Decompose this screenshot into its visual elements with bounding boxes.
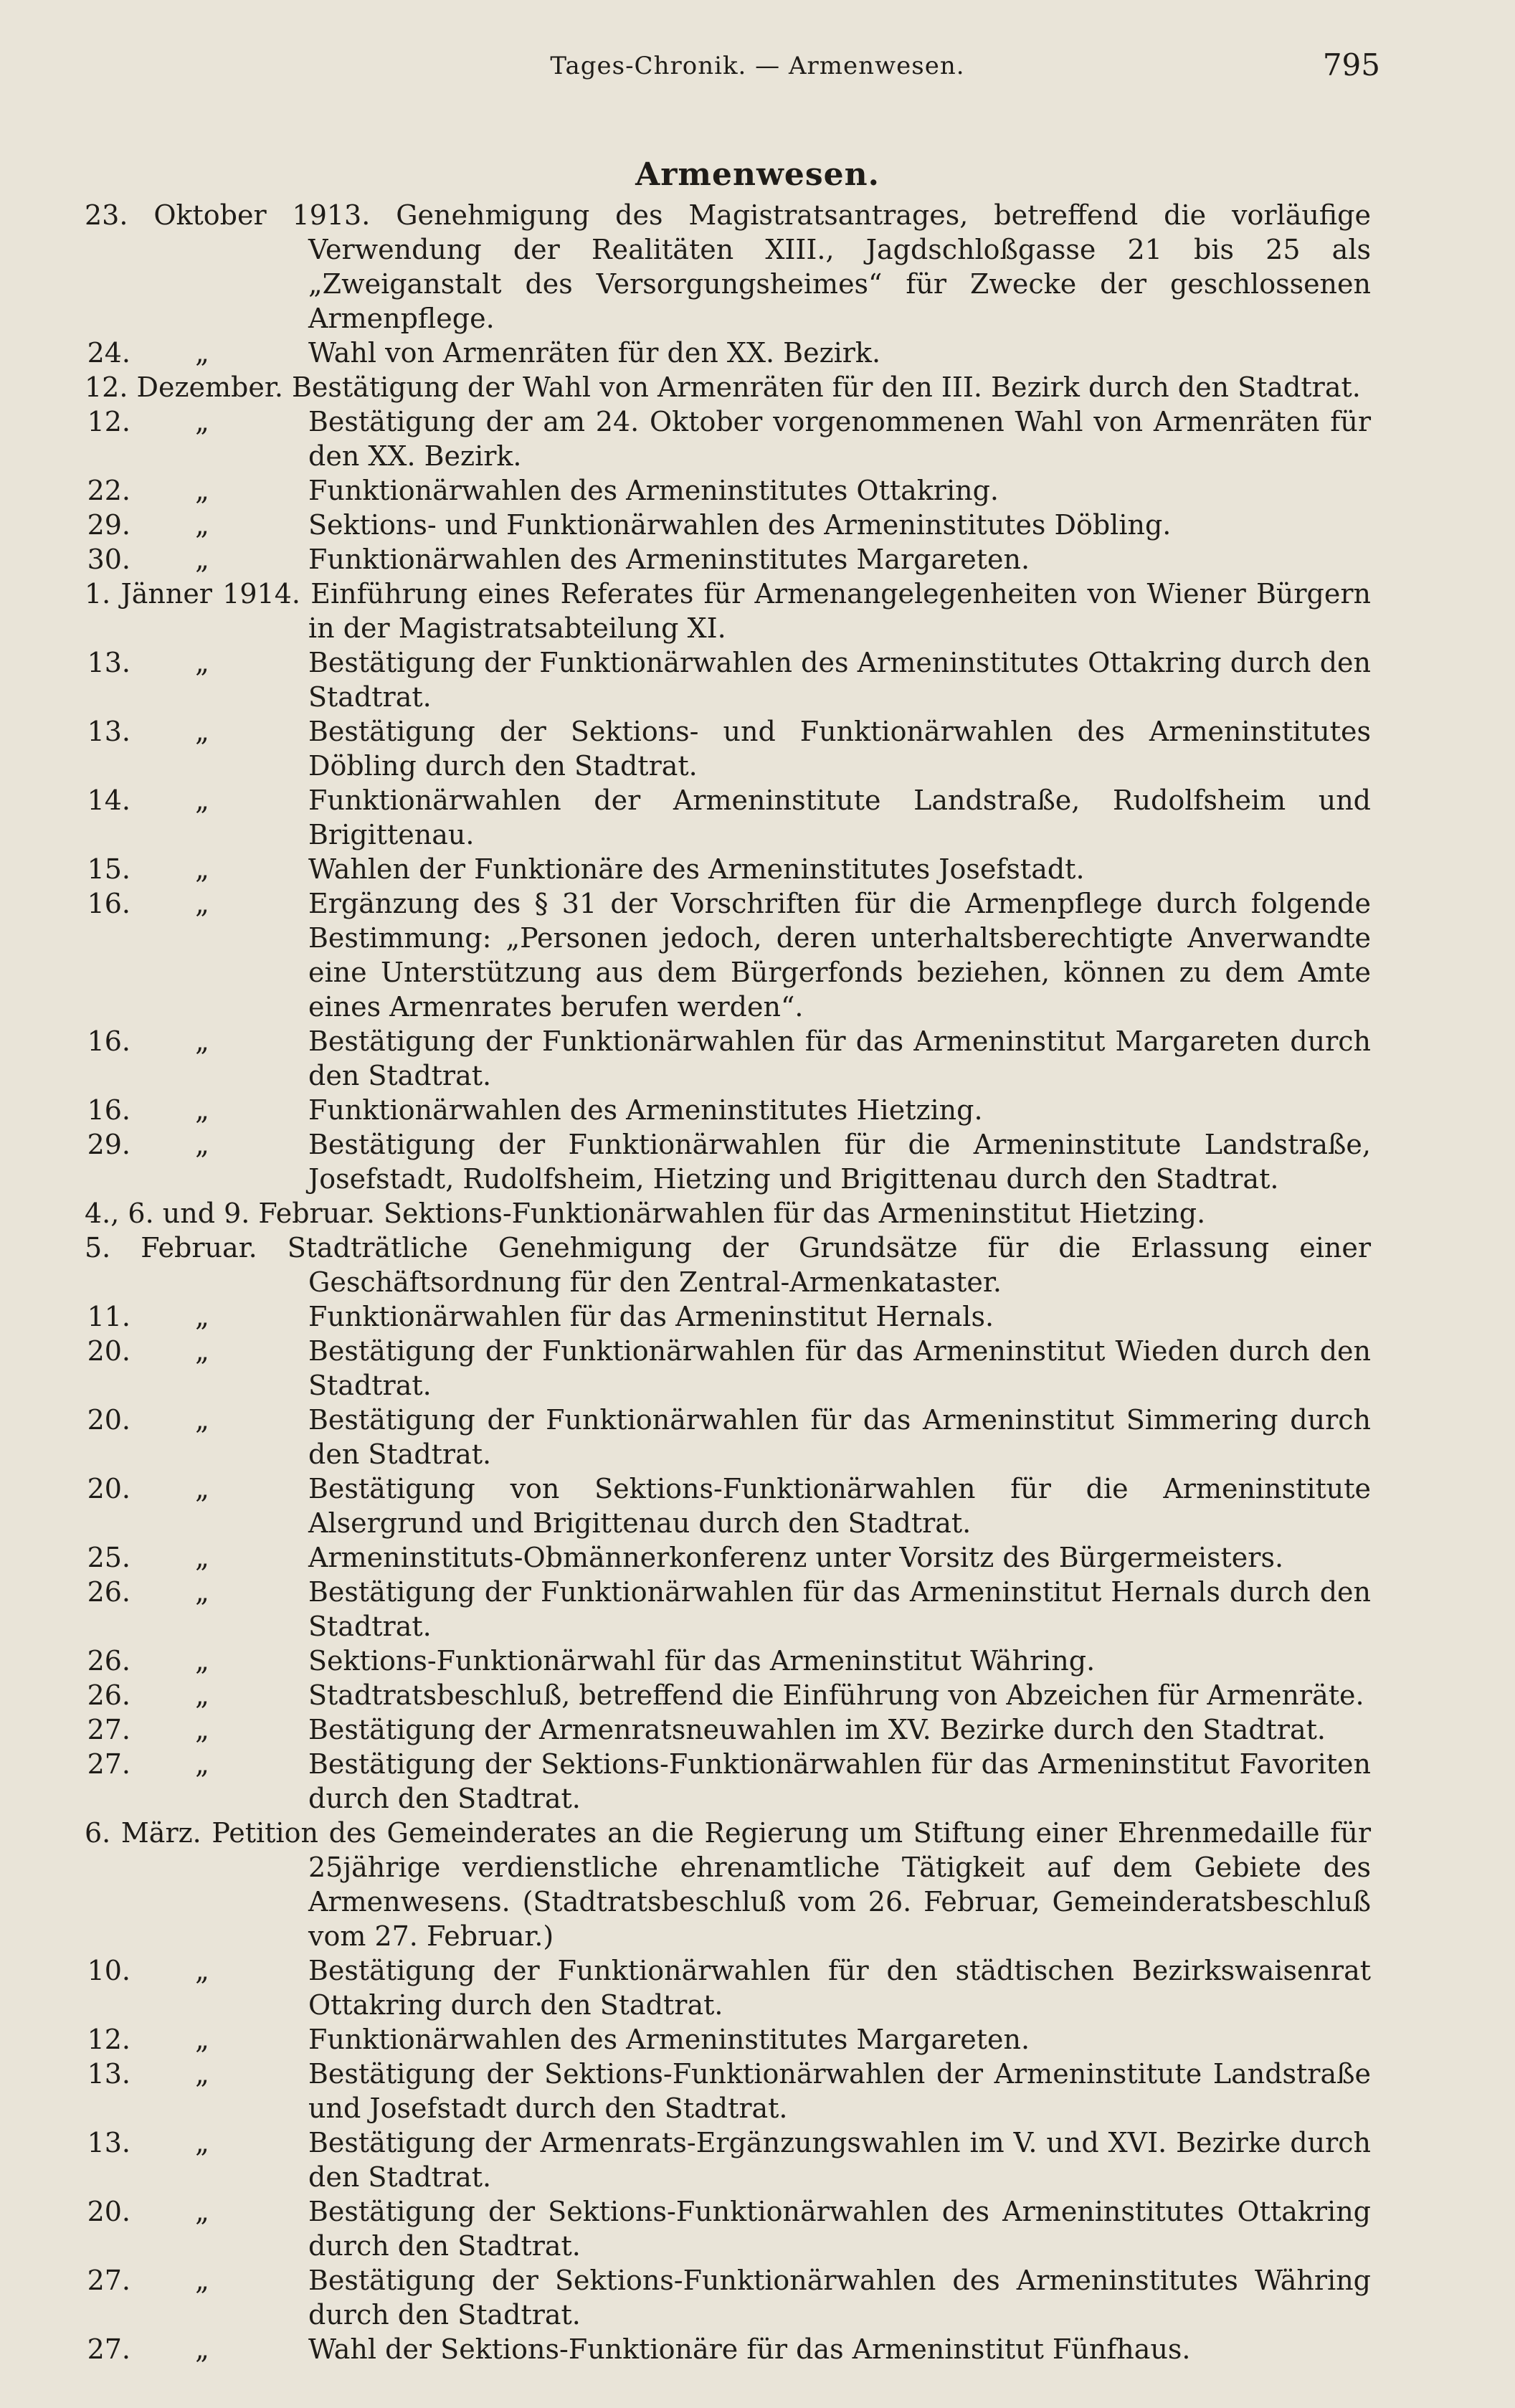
section-heading: Armenwesen. xyxy=(635,156,880,193)
entry-text: Sektions-Funktionärwahlen für das Armeninstitut Hietzing. xyxy=(384,1198,1206,1229)
entry-day: 13. xyxy=(87,2127,130,2158)
entry-text: Bestätigung der Funktionärwahlen für das Armeninstitut Margareten durch den Stadtrat. xyxy=(308,1025,1371,1091)
ditto-mark: „ xyxy=(195,1542,209,1573)
entry-text: Wahlen der Funktionäre des Armeninstitutes Josefstadt. xyxy=(308,853,1085,885)
chronicle-entry xyxy=(0,1299,1371,1334)
entry-date: 23. Oktober 1913. xyxy=(85,199,371,231)
entry-text: Bestätigung der Sektions-Funktionärwahlen der Armeninstitute Landstraße und Josefstadt durch den Stadtrat. xyxy=(308,2058,1371,2124)
entry-text: Bestätigung der Funktionärwahlen des Armeninstitutes Ottakring durch den Stadtrat. xyxy=(308,647,1371,713)
chronicle-entry xyxy=(0,1127,1371,1196)
chronicle-entry xyxy=(0,852,1371,886)
ditto-mark: „ xyxy=(195,2127,209,2158)
entry-day: 27. xyxy=(87,2333,130,2365)
ditto-mark: „ xyxy=(195,1748,209,1780)
chronicle-entry xyxy=(0,2332,1371,2366)
chronicle-entry xyxy=(0,1644,1371,1678)
entry-day: 20. xyxy=(87,2196,130,2227)
ditto-mark: „ xyxy=(195,716,209,747)
entry-text: Petition des Gemeinderates an die Regierung um Stiftung einer Ehrenmedaille für 25jährige verdienstliche ehrenamtliche Tätigkeit auf dem Gebiete des Armenwesens. (Stadtratsbeschluß vom 26. Februar, Gemeinderatsbeschluß vom 27. Februar.) xyxy=(212,1817,1371,1952)
entry-text: Funktionärwahlen der Armeninstitute Landstraße, Rudolfsheim und Brigittenau. xyxy=(308,785,1371,850)
entry-text: Bestätigung der Sektions-Funktionärwahlen für das Armeninstitut Favoriten durch den Stadtrat. xyxy=(308,1748,1371,1814)
entry-text: Stadträtliche Genehmigung der Grundsätze für die Erlassung einer Geschäftsordnung für den Zentral-Armenkataster. xyxy=(287,1232,1371,1298)
chronicle-entry xyxy=(0,2057,1371,2125)
entry-text: Einführung eines Referates für Armenangelegenheiten von Wiener Bürgern in der Magistratsabteilung XI. xyxy=(308,578,1371,644)
entry-text: Bestätigung der Sektions- und Funktionärwahlen des Armeninstitutes Döbling durch den Stadtrat. xyxy=(308,716,1371,782)
entry-day: 27. xyxy=(87,2265,130,2296)
ditto-mark: „ xyxy=(195,1404,209,1436)
entry-day: 12. xyxy=(87,406,130,437)
entry-day: 29. xyxy=(87,1129,130,1160)
ditto-mark: „ xyxy=(195,1576,209,1608)
entry-day: 12. xyxy=(87,2024,130,2055)
ditto-mark: „ xyxy=(195,1955,209,1986)
entry-text: Bestätigung der Sektions-Funktionärwahlen des Armeninstitutes Währing durch den Stadtrat. xyxy=(308,2265,1371,2331)
entry-day: 27. xyxy=(87,1748,130,1780)
chronicle-entry xyxy=(0,1231,1371,1299)
ditto-mark: „ xyxy=(195,1335,209,1367)
entry-day: 27. xyxy=(87,1714,130,1745)
ditto-mark: „ xyxy=(195,1473,209,1504)
entry-text: Bestätigung der Wahl von Armenräten für den III. Bezirk durch den Stadtrat. xyxy=(292,371,1361,403)
entry-day: 26. xyxy=(87,1645,130,1677)
entry-text: Sektions- und Funktionärwahlen des Armeninstitutes Döbling. xyxy=(308,509,1172,541)
chronicle-entry xyxy=(0,2022,1371,2057)
chronicle-entry xyxy=(0,198,1371,336)
chronicle-entry xyxy=(0,2125,1371,2194)
chronicle-entry xyxy=(0,1024,1371,1093)
entry-day: 26. xyxy=(87,1679,130,1711)
entry-day: 20. xyxy=(87,1404,130,1436)
ditto-mark: „ xyxy=(195,2196,209,2227)
running-head xyxy=(0,47,1515,87)
entry-text: Wahl von Armenräten für den XX. Bezirk. xyxy=(308,337,881,369)
ditto-mark: „ xyxy=(195,1301,209,1332)
entry-text: Bestätigung der Funktionärwahlen für die Armeninstitute Landstraße, Josefstadt, Rudolfsheim, Hietzing und Brigittenau durch den Stadtrat. xyxy=(308,1129,1371,1195)
ditto-mark: „ xyxy=(195,337,209,369)
entry-day: 16. xyxy=(87,1094,130,1126)
entry-day: 13. xyxy=(87,716,130,747)
chronicle-entry xyxy=(0,473,1371,508)
chronicle-entry xyxy=(0,1712,1371,1747)
entry-text: Genehmigung des Magistratsantrages, betreffend die vorläufige Verwendung der Realitäten XIII., Jagdschloßgasse 21 bis 25 als „Zweiganstalt des Versorgungsheimes“ für Zwecke der geschlossenen Armenpflege. xyxy=(308,199,1371,334)
entry-text: Stadtratsbeschluß, betreffend die Einführung von Abzeichen für Armenräte. xyxy=(308,1679,1364,1711)
ditto-mark: „ xyxy=(195,1094,209,1126)
chronicle-entry xyxy=(0,2263,1371,2332)
chronicle-entry xyxy=(0,336,1371,370)
page-number: 795 xyxy=(1322,47,1380,82)
chronicle-entry xyxy=(0,404,1371,473)
chronicle-entry xyxy=(0,370,1371,404)
ditto-mark: „ xyxy=(195,1129,209,1160)
entry-text: Bestätigung der Funktionärwahlen für das Armeninstitut Hernals durch den Stadtrat. xyxy=(308,1576,1371,1642)
ditto-mark: „ xyxy=(195,544,209,575)
chronicle-entry xyxy=(0,1953,1371,2022)
entry-date: 6. März. xyxy=(85,1817,201,1849)
ditto-mark: „ xyxy=(195,475,209,506)
entry-day: 13. xyxy=(87,2058,130,2090)
chronicle-entry xyxy=(0,1747,1371,1816)
entry-text: Funktionärwahlen des Armeninstitutes Margareten. xyxy=(308,544,1030,575)
chronicle-entry xyxy=(0,1678,1371,1712)
chronicle-entry xyxy=(0,1471,1371,1540)
entry-date: 5. Februar. xyxy=(85,1232,257,1264)
entry-text: Wahl der Sektions-Funktionäre für das Armeninstitut Fünfhaus. xyxy=(308,2333,1191,2365)
ditto-mark: „ xyxy=(195,2058,209,2090)
ditto-mark: „ xyxy=(195,2265,209,2296)
entry-day: 26. xyxy=(87,1576,130,1608)
chronicle-entry xyxy=(0,577,1371,645)
entry-date: 4., 6. und 9. Februar. xyxy=(85,1198,375,1229)
chronicle-entries xyxy=(0,198,1515,2366)
ditto-mark: „ xyxy=(195,647,209,678)
chronicle-entry xyxy=(0,1816,1371,1953)
entry-day: 14. xyxy=(87,785,130,816)
entry-text: Bestätigung der Armenrats-Ergänzungswahlen im V. und XVI. Bezirke durch den Stadtrat. xyxy=(308,2127,1371,2193)
chronicle-entry xyxy=(0,886,1371,1024)
chronicle-entry xyxy=(0,1334,1371,1403)
entry-day: 20. xyxy=(87,1335,130,1367)
entry-text: Sektions-Funktionärwahl für das Armeninstitut Währing. xyxy=(308,1645,1096,1677)
ditto-mark: „ xyxy=(195,2333,209,2365)
chronicle-entry xyxy=(0,2194,1371,2263)
entry-text: Bestätigung der Funktionärwahlen für den städtischen Bezirkswaisenrat Ottakring durch den Stadtrat. xyxy=(308,1955,1371,2021)
entry-text: Armeninstituts-Obmännerkonferenz unter Vorsitz des Bürgermeisters. xyxy=(308,1542,1284,1573)
ditto-mark: „ xyxy=(195,406,209,437)
entry-text: Funktionärwahlen für das Armeninstitut Hernals. xyxy=(308,1301,994,1332)
ditto-mark: „ xyxy=(195,1679,209,1711)
entry-day: 16. xyxy=(87,1025,130,1057)
running-head-title: Tages-Chronik. — Armenwesen. xyxy=(550,52,965,80)
ditto-mark: „ xyxy=(195,1645,209,1677)
entry-date: 1. Jänner 1914. xyxy=(85,578,300,610)
ditto-mark: „ xyxy=(195,1714,209,1745)
entry-day: 15. xyxy=(87,853,130,885)
chronicle-entry xyxy=(0,542,1371,577)
entry-day: 25. xyxy=(87,1542,130,1573)
chronicle-entry xyxy=(0,1575,1371,1644)
entry-day: 22. xyxy=(87,475,130,506)
ditto-mark: „ xyxy=(195,888,209,919)
entry-day: 24. xyxy=(87,337,130,369)
ditto-mark: „ xyxy=(195,853,209,885)
entry-text: Bestätigung der Funktionärwahlen für das Armeninstitut Simmering durch den Stadtrat. xyxy=(308,1404,1371,1470)
ditto-mark: „ xyxy=(195,2024,209,2055)
entry-text: Bestätigung der Funktionärwahlen für das Armeninstitut Wieden durch den Stadtrat. xyxy=(308,1335,1371,1401)
chronicle-entry xyxy=(0,783,1371,852)
entry-day: 30. xyxy=(87,544,130,575)
entry-date: 12. Dezember. xyxy=(85,371,283,403)
chronicle-entry xyxy=(0,508,1371,542)
entry-text: Bestätigung der am 24. Oktober vorgenommenen Wahl von Armenräten für den XX. Bezirk. xyxy=(308,406,1371,472)
entry-day: 29. xyxy=(87,509,130,541)
ditto-mark: „ xyxy=(195,509,209,541)
chronicle-entry xyxy=(0,1196,1371,1231)
entry-day: 13. xyxy=(87,647,130,678)
entry-text: Funktionärwahlen des Armeninstitutes Margareten. xyxy=(308,2024,1030,2055)
entry-day: 20. xyxy=(87,1473,130,1504)
entry-text: Funktionärwahlen des Armeninstitutes Ottakring. xyxy=(308,475,999,506)
entry-text: Bestätigung der Sektions-Funktionärwahlen des Armeninstitutes Ottakring durch den Stadtrat. xyxy=(308,2196,1371,2262)
ditto-mark: „ xyxy=(195,1025,209,1057)
chronicle-entry xyxy=(0,1403,1371,1471)
entry-text: Ergänzung des § 31 der Vorschriften für die Armenpflege durch folgende Bestimmung: „Personen jedoch, deren unterhaltsberechtigte Anverwandte eine Unterstützung aus dem Bürgerfonds beziehen, können zu dem Amte eines Armenrates berufen werden“. xyxy=(308,888,1371,1023)
chronicle-entry xyxy=(0,1093,1371,1127)
entry-day: 10. xyxy=(87,1955,130,1986)
chronicle-entry xyxy=(0,714,1371,783)
entry-text: Bestätigung der Armenratsneuwahlen im XV. Bezirke durch den Stadtrat. xyxy=(308,1714,1326,1745)
ditto-mark: „ xyxy=(195,785,209,816)
entry-day: 16. xyxy=(87,888,130,919)
entry-text: Bestätigung von Sektions-Funktionärwahlen für die Armeninstitute Alsergrund und Brigittenau durch den Stadtrat. xyxy=(308,1473,1371,1539)
chronicle-entry xyxy=(0,645,1371,714)
entry-text: Funktionärwahlen des Armeninstitutes Hietzing. xyxy=(308,1094,983,1126)
chronicle-entry xyxy=(0,1540,1371,1575)
entry-day: 11. xyxy=(87,1301,130,1332)
